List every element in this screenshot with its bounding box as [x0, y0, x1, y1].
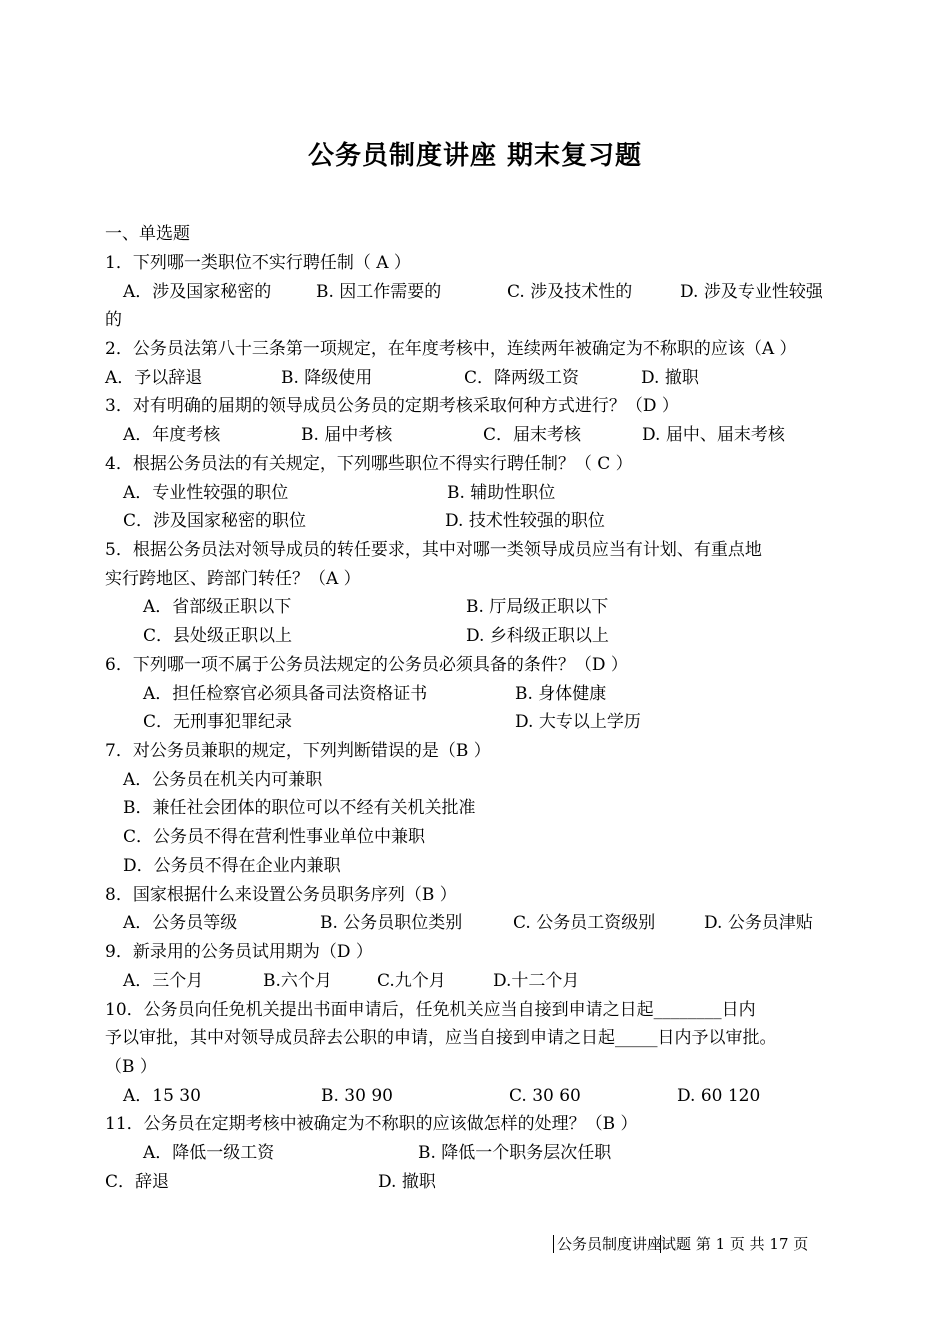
question-6-options-row1: [143, 684, 606, 704]
option-b: B. 公务员职位类别: [320, 913, 463, 933]
footer-page-number: 第 1 页 共 17 页: [695, 1235, 809, 1253]
option-d: D. 60 120: [677, 1086, 761, 1106]
option-a: A．专业性较强的职位: [123, 483, 289, 503]
footer-doc-suffix: 试题: [661, 1235, 692, 1253]
option-d: D. 技术性较强的职位: [445, 511, 605, 531]
option-b: B. 辅助性职位: [447, 483, 556, 503]
option-b: B. 厅局级正职以下: [466, 597, 609, 617]
option-d: D. 撤职: [641, 368, 699, 388]
option-d: D. 乡科级正职以上: [466, 626, 609, 646]
question-4-options-row1: [123, 483, 555, 503]
option-a: A．担任检察官必须具备司法资格证书: [143, 684, 428, 704]
question-9-stem: 9．新录用的公务员试用期为（D ）: [105, 942, 373, 962]
question-4-options-row2: [123, 511, 605, 531]
option-a: A．公务员等级: [123, 913, 238, 933]
section-heading: 一、单选题: [105, 224, 190, 244]
question-3-options: [123, 425, 785, 445]
question-8-options: [123, 913, 813, 933]
option-c: C．降两级工资: [464, 368, 580, 388]
question-7-option-b: B．兼任社会团体的职位可以不经有关机关批准: [123, 798, 476, 818]
option-c: C．涉及国家秘密的职位: [123, 511, 307, 531]
question-6-stem: 6．下列哪一项不属于公务员法规定的公务员必须具备的条件？（D ）: [105, 655, 628, 675]
page-title: 公务员制度讲座 期末复习题: [307, 141, 643, 171]
option-c: C. 涉及技术性的: [507, 282, 633, 302]
question-10-options: [123, 1086, 760, 1106]
question-7-stem: 7．对公务员兼职的规定，下列判断错误的是（B ）: [105, 741, 491, 761]
question-5-options-row2: [143, 626, 609, 646]
option-b: B. 降低一个职务层次任职: [418, 1143, 612, 1163]
footer-doc-name: 公务员制度讲座: [553, 1235, 662, 1253]
question-11-options-row1: [143, 1143, 611, 1163]
option-d: D. 大专以上学历: [515, 712, 641, 732]
page-footer: [553, 1233, 808, 1254]
option-b: B. 身体健康: [515, 684, 607, 704]
option-d: D.十二个月: [493, 971, 580, 991]
question-7-option-c: C．公务员不得在营利性事业单位中兼职: [123, 827, 426, 847]
question-5-stem-cont: 实行跨地区、跨部门转任？（A ）: [105, 569, 361, 589]
option-a: A．涉及国家秘密的: [123, 282, 272, 302]
option-d: D. 届中、届末考核: [642, 425, 785, 445]
option-a: A．降低一级工资: [143, 1143, 275, 1163]
question-4-stem: 4．根据公务员法的有关规定，下列哪些职位不得实行聘任制？（ C ）: [105, 454, 633, 474]
question-11-stem: 11．公务员在定期考核中被确定为不称职的应该做怎样的处理？（B ）: [105, 1114, 638, 1134]
option-c: C．辞退: [105, 1172, 170, 1192]
option-a: A．省部级正职以下: [143, 597, 292, 617]
question-1-stem: 1．下列哪一类职位不实行聘任制（ A ）: [105, 253, 411, 273]
question-1-wrap: 的: [105, 310, 122, 330]
question-7-option-a: A．公务员在机关内可兼职: [123, 770, 323, 790]
question-10-stem-cont: 予以审批，其中对领导成员辞去公职的申请，应当自接到申请之日起_____日内予以审批。: [105, 1028, 777, 1048]
option-c: C. 公务员工资级别: [513, 913, 656, 933]
option-d: D. 涉及专业性较强: [680, 282, 823, 302]
option-c: C．县处级正职以上: [143, 626, 293, 646]
question-11-options-row2: [105, 1172, 436, 1192]
option-b: B. 30 90: [321, 1086, 393, 1106]
question-9-options: [123, 971, 579, 991]
question-6-options-row2: [143, 712, 641, 732]
option-c: C．届末考核: [483, 425, 582, 445]
question-5-options-row1: [143, 597, 608, 617]
option-a: A．予以辞退: [105, 368, 203, 388]
question-5-stem: 5．根据公务员法对领导成员的转任要求，其中对哪一类领导成员应当有计划、有重点地: [105, 540, 762, 560]
option-a: A．年度考核: [123, 425, 221, 445]
question-2-options: [105, 368, 699, 388]
question-3-stem: 3．对有明确的届期的领导成员公务员的定期考核采取何种方式进行？（D ）: [105, 396, 679, 416]
question-10-answer: （B ）: [105, 1057, 157, 1077]
option-c: C.九个月: [377, 971, 446, 991]
option-b: B. 降级使用: [281, 368, 373, 388]
option-a: A．15 30: [123, 1086, 201, 1106]
option-b: B.六个月: [263, 971, 332, 991]
question-1-options: [123, 282, 823, 302]
question-8-stem: 8．国家根据什么来设置公务员职务序列（B ）: [105, 885, 457, 905]
option-b: B. 因工作需要的: [316, 282, 442, 302]
question-7-option-d: D．公务员不得在企业内兼职: [123, 856, 341, 876]
option-c: C. 30 60: [509, 1086, 581, 1106]
question-2-stem: 2．公务员法第八十三条第一项规定，在年度考核中，连续两年被确定为不称职的应该（A ）: [105, 339, 797, 359]
question-10-stem: 10．公务员向任免机关提出书面申请后，任免机关应当自接到申请之日起________日内: [105, 1000, 756, 1020]
option-d: D. 公务员津贴: [704, 913, 813, 933]
option-c: C．无刑事犯罪纪录: [143, 712, 293, 732]
option-a: A．三个月: [123, 971, 204, 991]
option-d: D. 撤职: [378, 1172, 436, 1192]
option-b: B. 届中考核: [301, 425, 393, 445]
